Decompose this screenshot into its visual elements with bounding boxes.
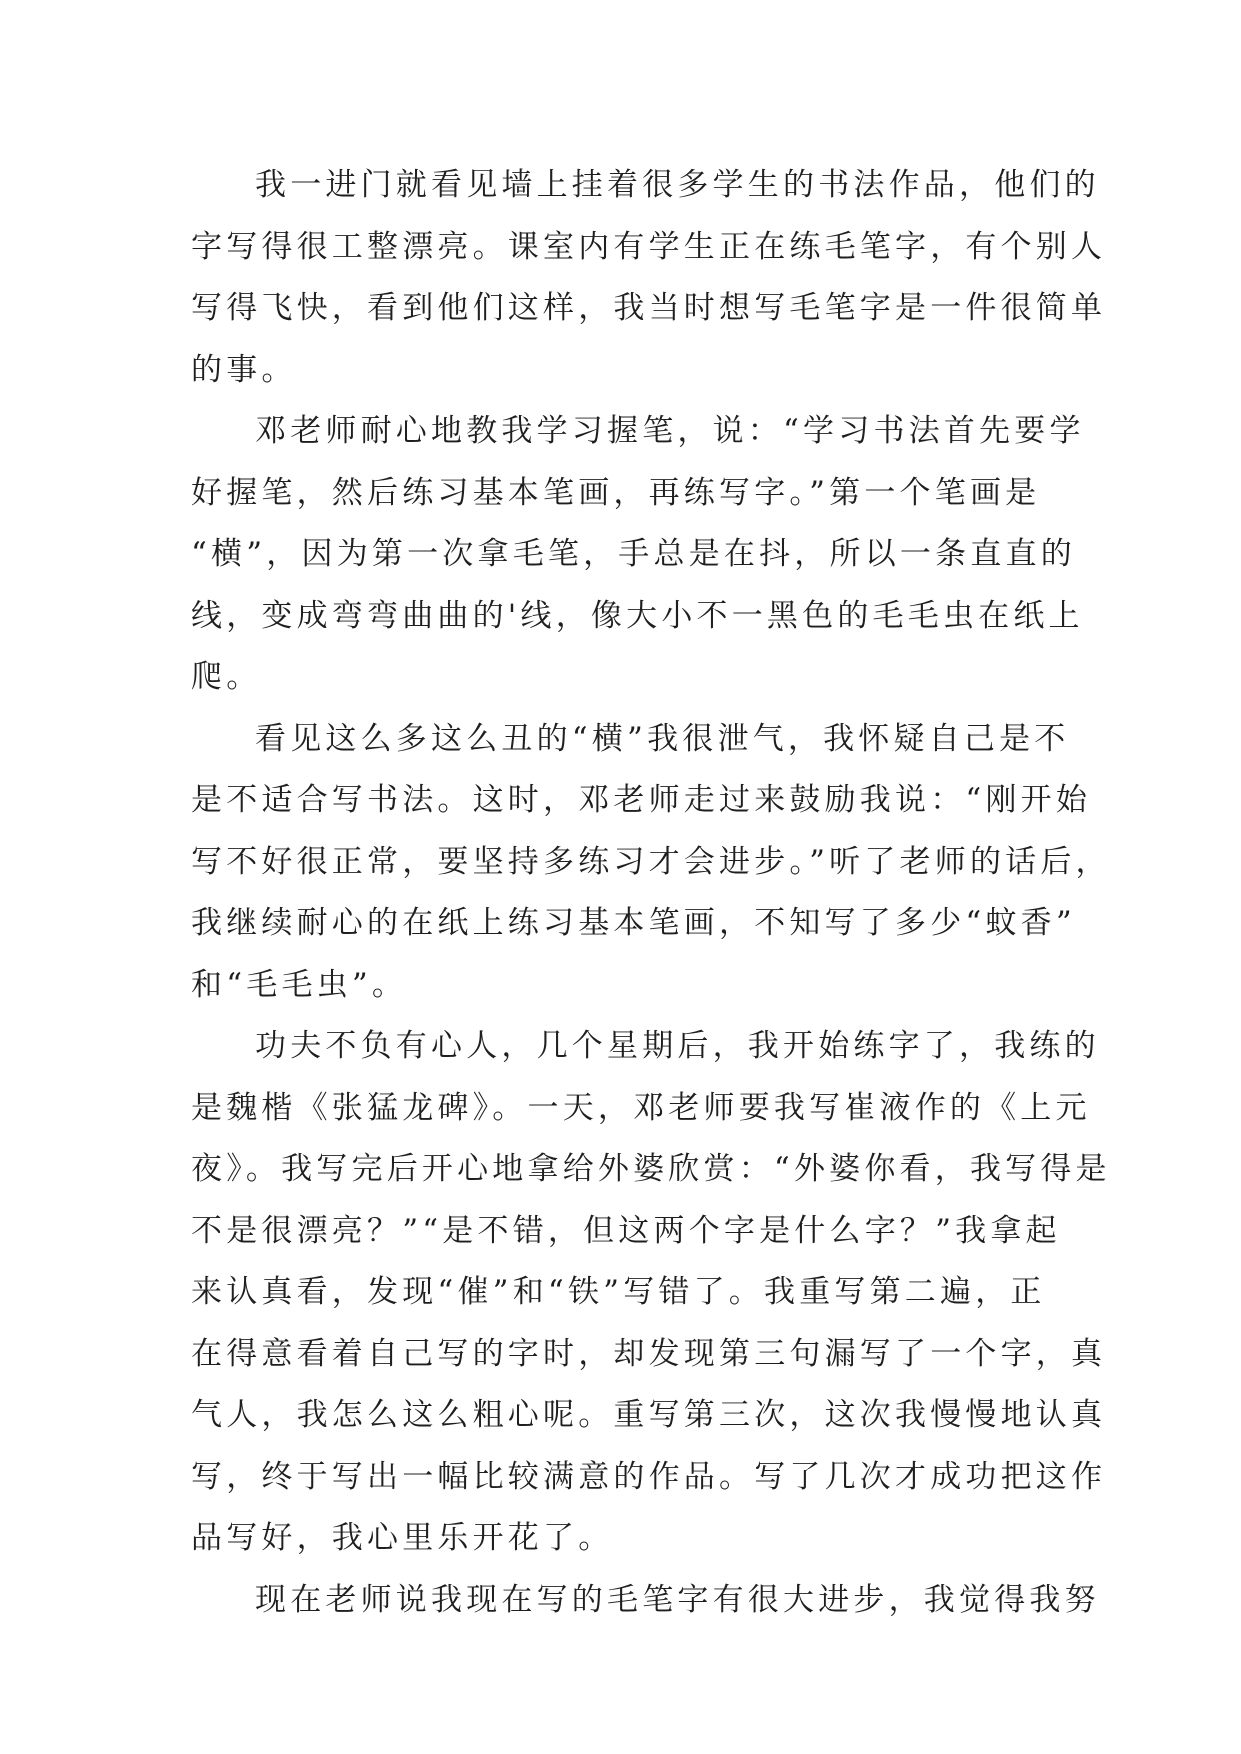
paragraph-4-line-6: 在得意看着自己写的字时，却发现第三句漏写了一个字，真	[191, 1335, 1107, 1372]
paragraph-5-line-1: 现在老师说我现在写的毛笔字有很大进步，我觉得我努	[255, 1581, 1100, 1618]
paragraph-1-line-4: 的事。	[191, 351, 297, 388]
paragraph-4-line-8: 写，终于写出一幅比较满意的作品。写了几次才成功把这作	[191, 1458, 1107, 1495]
paragraph-2-line-3: “横”，因为第一次拿毛笔，手总是在抖，所以一条直直的	[191, 536, 1076, 572]
paragraph-2-line-5: 爬。	[191, 659, 262, 695]
paragraph-2-line-1: 邓老师耐心地教我学习握笔，说：“学习书法首先要学	[255, 413, 1085, 449]
paragraph-4-line-4: 不是很漂亮？”“是不错，但这两个字是什么字？”我拿起	[191, 1212, 1061, 1249]
paragraph-1-line-3: 写得飞快，看到他们这样，我当时想写毛笔字是一件很简单	[191, 290, 1107, 326]
paragraph-4-line-7: 气人，我怎么这么粗心呢。重写第三次，这次我慢慢地认真	[191, 1397, 1107, 1433]
paragraph-3-line-5: 和“毛毛虫”。	[191, 966, 408, 1003]
paragraph-4-line-2: 是魏楷《张猛龙碑》。一天，邓老师要我写崔液作的《上元	[191, 1089, 1091, 1126]
paragraph-4-line-1: 功夫不负有心人，几个星期后，我开始练字了，我练的	[255, 1028, 1100, 1064]
paragraph-2-line-2: 好握笔，然后练习基本笔画，再练写字。”第一个笔画是	[191, 474, 1041, 511]
paragraph-1-line-2: 字写得很工整漂亮。课室内有学生正在练毛笔字，有个别人	[191, 228, 1107, 265]
essay-text	[191, 155, 1111, 1631]
paragraph-3-line-2: 是不适合写书法。这时，邓老师走过来鼓励我说：“刚开始	[191, 782, 1092, 818]
paragraph-2-line-4: 线，变成弯弯曲曲的'线，像大小不一黑色的毛毛虫在纸上	[191, 597, 1084, 634]
paragraph-4-line-3: 夜》。我写完后开心地拿给外婆欣赏：“外婆你看，我写得是	[191, 1151, 1111, 1187]
paragraph-4-line-9: 品写好，我心里乐开花了。	[191, 1520, 614, 1556]
paragraph-3-line-4: 我继续耐心的在纸上练习基本笔画，不知写了多少“蚊香”	[191, 905, 1076, 941]
paragraph-3-line-3: 写不好很正常，要坚持多练习才会进步。”听了老师的话后，	[191, 843, 1111, 880]
paragraph-4-line-5: 来认真看，发现“催”和“铁”写错了。我重写第二遍，正	[191, 1274, 1046, 1310]
paragraph-3-line-1: 看见这么多这么丑的“横”我很泄气，我怀疑自己是不	[255, 720, 1070, 757]
paragraph-1-line-1: 我一进门就看见墙上挂着很多学生的书法作品，他们的	[255, 167, 1100, 203]
